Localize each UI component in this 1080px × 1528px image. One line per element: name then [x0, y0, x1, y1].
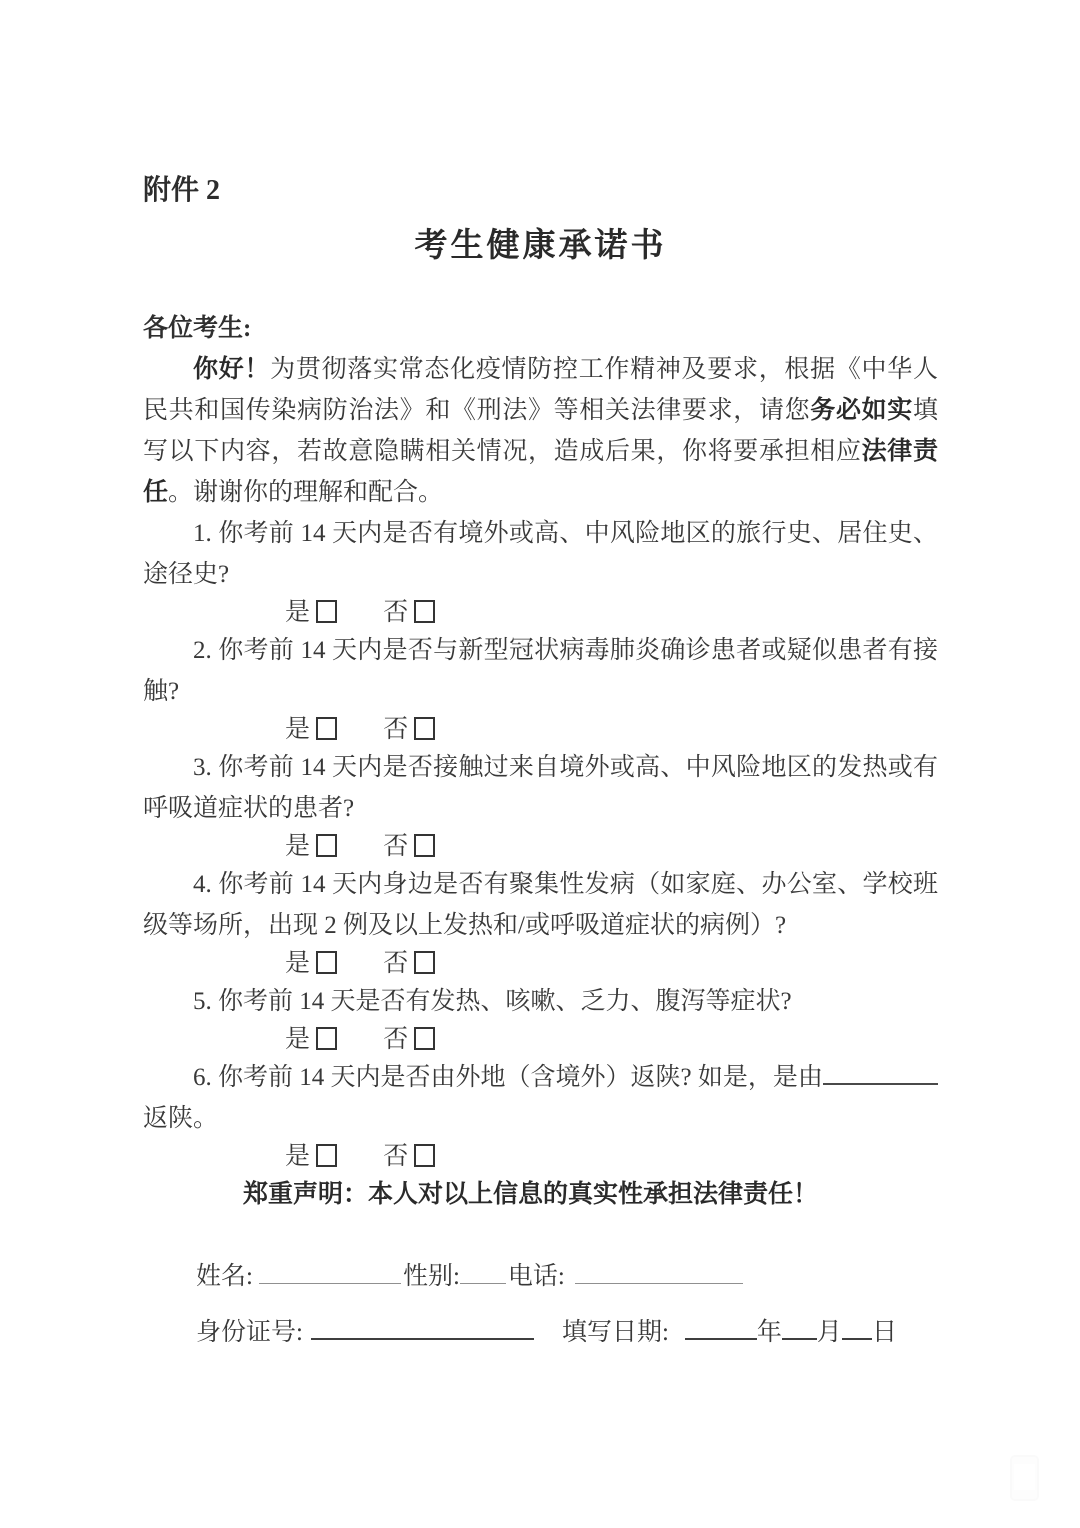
month-label: 月: [816, 1319, 842, 1346]
question-4: 4. 你考前 14 天内身边是否有聚集性发病（如家庭、办公室、学校班级等场所，出现 2 例及以上发热和/或呼吸道症状的病例）?: [143, 871, 938, 939]
phone-blank[interactable]: [575, 1256, 743, 1284]
declaration: 郑重声明：本人对以上信息的真实性承担法律责任！: [243, 1181, 819, 1208]
no-label: 否: [383, 950, 409, 977]
question-1-no-checkbox[interactable]: [414, 600, 435, 623]
question-1-no: [383, 595, 435, 630]
question-4-no-checkbox[interactable]: [414, 951, 435, 974]
intro-seg2: 填写以下内容，若故意隐瞒相关情况，造成后果，你将要承担相应: [143, 397, 938, 465]
question-5-no-checkbox[interactable]: [414, 1027, 435, 1050]
year-blank[interactable]: [685, 1312, 757, 1340]
question-6-origin-blank[interactable]: [823, 1083, 938, 1085]
name-blank[interactable]: [259, 1256, 401, 1284]
question-5-answers: [143, 1022, 938, 1057]
phone-watermark-icon: [1010, 1455, 1039, 1501]
question-2-yes: [285, 712, 337, 747]
question-5-yes-checkbox[interactable]: [316, 1027, 337, 1050]
question-2-no: [383, 712, 435, 747]
question-6-yes: [285, 1139, 337, 1174]
intro-greeting-bold: 你好！: [193, 356, 271, 383]
salutation: 各位考生:: [143, 315, 252, 342]
intro-seg1: 为贯彻落实常态化疫情防控工作精神及要求，根据《中华人民共和国传染病防治法》和《刑法》等相关法律要求，请您: [143, 356, 938, 424]
question-6: [143, 1057, 938, 1098]
yes-label: 是: [285, 716, 311, 743]
page-title: 考生健康承诺书: [414, 228, 667, 264]
question-3: 3. 你考前 14 天内是否接触过来自境外或高、中风险地区的发热或有呼吸道症状的患者?: [143, 754, 938, 822]
yes-label: 是: [285, 950, 311, 977]
intro-liability-bold: 法律责任: [143, 438, 938, 506]
question-2: 2. 你考前 14 天内是否与新型冠状病毒肺炎确诊患者或疑似患者有接触?: [143, 637, 938, 705]
question-3-yes-checkbox[interactable]: [316, 834, 337, 857]
year-label: 年: [756, 1319, 782, 1346]
question-4-answers: [143, 946, 938, 981]
question-4-no: [383, 946, 435, 981]
id-number-blank[interactable]: [311, 1312, 534, 1340]
question-1-yes: [285, 595, 337, 630]
signature-row: [196, 1249, 938, 1305]
yes-label: 是: [285, 1026, 311, 1053]
attachment-label: 附件 2: [143, 175, 221, 206]
yes-label: 是: [285, 1143, 311, 1170]
fill-date-label: 填写日期:: [561, 1319, 669, 1346]
question-6-answers: [143, 1139, 938, 1174]
id-date-row: [196, 1305, 938, 1361]
question-2-answers: [143, 712, 938, 747]
question-1-answers: [143, 595, 938, 630]
question-6-text: 6. 你考前 14 天内是否由外地（含境外）返陕? 如是，是由: [193, 1064, 823, 1091]
question-4-yes: [285, 946, 337, 981]
no-label: 否: [383, 716, 409, 743]
question-6-continuation: 返陕。: [143, 1105, 219, 1132]
question-6-no-checkbox[interactable]: [414, 1144, 435, 1167]
question-1: 1. 你考前 14 天内是否有境外或高、中风险地区的旅行史、居住史、途径史?: [143, 520, 938, 588]
document-content: [143, 172, 938, 1361]
id-number-label: 身份证号:: [196, 1319, 303, 1346]
intro-seg3: 。谢谢你的理解和配合。: [168, 479, 444, 506]
question-5-no: [383, 1022, 435, 1057]
question-5-yes: [285, 1022, 337, 1057]
month-blank[interactable]: [782, 1312, 817, 1340]
yes-label: 是: [285, 833, 311, 860]
question-5: 5. 你考前 14 天是否有发热、咳嗽、乏力、腹泻等症状?: [193, 988, 792, 1015]
no-label: 否: [383, 1026, 409, 1053]
intro-paragraph: [143, 349, 938, 513]
question-6-yes-checkbox[interactable]: [316, 1144, 337, 1167]
yes-label: 是: [285, 599, 311, 626]
intro-must-bold: 务必如实: [810, 397, 913, 424]
question-3-no-checkbox[interactable]: [414, 834, 435, 857]
gender-label: 性别:: [402, 1263, 460, 1290]
day-label: 日: [871, 1319, 897, 1346]
question-3-answers: [143, 829, 938, 864]
phone-label: 电话:: [507, 1263, 565, 1290]
no-label: 否: [383, 599, 409, 626]
question-6-no: [383, 1139, 435, 1174]
no-label: 否: [383, 833, 409, 860]
day-blank[interactable]: [842, 1312, 872, 1340]
gender-blank[interactable]: [460, 1256, 506, 1284]
question-4-yes-checkbox[interactable]: [316, 951, 337, 974]
question-3-yes: [285, 829, 337, 864]
name-label: 姓名:: [196, 1263, 253, 1290]
question-2-no-checkbox[interactable]: [414, 717, 435, 740]
no-label: 否: [383, 1143, 409, 1170]
question-2-yes-checkbox[interactable]: [316, 717, 337, 740]
question-1-yes-checkbox[interactable]: [316, 600, 337, 623]
question-3-no: [383, 829, 435, 864]
